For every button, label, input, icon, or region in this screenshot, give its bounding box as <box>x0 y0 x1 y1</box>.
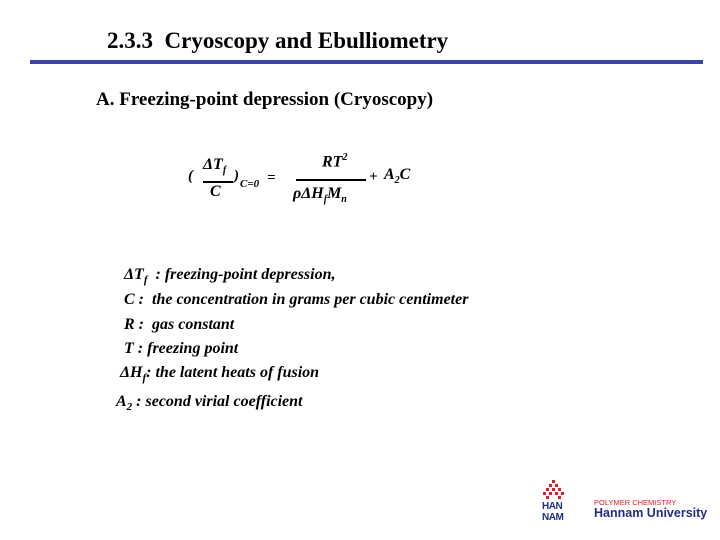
subscript-f: f <box>323 194 328 206</box>
definition-symbol: A <box>116 393 127 410</box>
rho-delta-h-symbol: ρΔH <box>293 185 324 202</box>
m-symbol: M <box>327 185 342 202</box>
definition-symbol: C <box>124 291 135 308</box>
superscript-2: 2 <box>342 152 348 163</box>
a-symbol: A <box>384 166 395 183</box>
c-symbol: C <box>399 166 411 183</box>
definition-text: : freezing point <box>133 340 239 357</box>
subscript-n: n <box>341 194 347 206</box>
lhs-denominator: C <box>210 183 221 200</box>
university-name: Hannam University <box>594 506 708 520</box>
definition-row <box>124 316 234 336</box>
definition-row <box>124 291 468 311</box>
definition-subscript: 2 <box>126 401 133 414</box>
definition-subscript: f <box>142 372 147 385</box>
department-label: POLYMER CHEMISTRY <box>594 498 677 507</box>
close-paren: ) <box>234 168 239 184</box>
definition-symbol: R <box>124 316 135 333</box>
definition-row <box>124 266 335 286</box>
definition-subscript: f <box>143 274 148 287</box>
definition-text: : freezing-point depression, <box>147 266 336 283</box>
slide-title: 2.3.3 Cryoscopy and Ebulliometry <box>107 28 449 53</box>
section-subtitle: A. Freezing-point depression (Cryoscopy) <box>96 89 434 110</box>
definition-text: : gas constant <box>134 316 235 333</box>
definition-row <box>124 340 238 360</box>
open-paren: ( <box>188 168 193 184</box>
rt-symbol: RT <box>322 153 343 171</box>
subscript-2: 2 <box>394 175 400 187</box>
definition-text: : the concentration in grams per cubic centimeter <box>134 291 469 308</box>
hannam-university-logo <box>540 478 715 528</box>
plus-sign: + <box>369 169 378 185</box>
definition-symbol: ΔH <box>120 364 143 381</box>
definition-row <box>120 364 319 384</box>
subscript-f: f <box>222 165 227 177</box>
delta-t-symbol: ΔT <box>203 156 223 173</box>
definition-text: : the latent heats of fusion <box>146 364 320 381</box>
definition-symbol: ΔT <box>124 266 144 283</box>
logo-han-text: HAN <box>542 501 563 512</box>
logo-nam-text: NAM <box>542 512 564 523</box>
equals-sign: = <box>267 170 276 186</box>
definition-row <box>116 393 303 413</box>
definition-symbol: T <box>124 340 134 357</box>
limit-subscript: C=0 <box>240 178 260 190</box>
definition-text: : second virial coefficient <box>132 393 303 410</box>
